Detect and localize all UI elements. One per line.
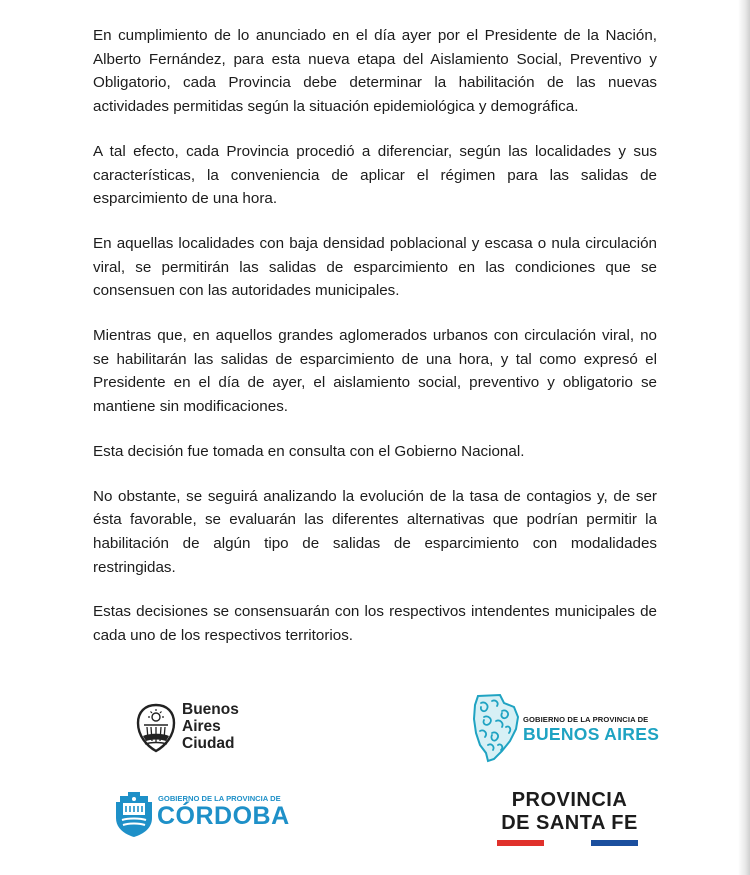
caba-shield-icon [135, 703, 177, 753]
cordoba-logo-title: CÓRDOBA [157, 802, 290, 830]
caba-logo-line1: Buenos [182, 701, 239, 718]
logo-provincia-santa-fe [497, 786, 642, 848]
pba-map-icon [472, 693, 520, 763]
document-body [93, 24, 657, 669]
caba-logo-line3: Ciudad [182, 735, 235, 752]
santafe-logo-line2: DE SANTA FE [501, 812, 638, 834]
page-edge-shadow [738, 0, 750, 875]
cordoba-logo-subtitle: GOBIERNO DE LA PROVINCIA DE [158, 794, 281, 803]
paragraph: Estas decisiones se consensuarán con los respectivos intendentes municipales de cada uno de los respectivos territorios. [93, 603, 657, 645]
paragraph: Mientras que, en aquellos grandes aglomerados urbanos con circulación viral, no se habilitarán las salidas de esparcimiento de una hora, y tal como expresó el Presidente en el día de ayer, el aislamiento social, preventivo y obligatorio se mantiene sin modificaciones. [93, 327, 657, 416]
santafe-flag-bar-white [544, 840, 591, 846]
paragraph: Esta decisión fue tomada en consulta con el Gobierno Nacional. [93, 442, 525, 460]
caba-logo-line2: Aires [182, 718, 221, 735]
santafe-logo-line1: PROVINCIA [511, 789, 628, 811]
paragraph: En aquellas localidades con baja densidad poblacional y escasa o nula circulación viral, se permitirán las salidas de esparcimiento en las condiciones que se consensuen con las autoridades municipales. [93, 234, 657, 300]
logo-provincia-buenos-aires [472, 693, 662, 763]
paragraph: No obstante, se seguirá analizando la evolución de la tasa de contagios y, de ser ésta favorable, se evaluarán las diferentes alternativas que podrían permitir la habilitación de algún tipo de salidas de esparcimiento con modalidades restringidas. [93, 487, 657, 576]
logo-provincia-cordoba [114, 790, 294, 840]
pba-logo-subtitle: GOBIERNO DE LA PROVINCIA DE [523, 715, 649, 724]
paragraph: En cumplimiento de lo anunciado en el día ayer por el Presidente de la Nación, Alberto Fernández, para esta nueva etapa del Aislamiento Social, Preventivo y Obligatorio, cada Provincia debe determinar la habilitación de las nuevas actividades permitidas según la situación epidemiológica y demográfica. [93, 27, 657, 116]
santafe-flag-bar-blue [591, 840, 638, 846]
santafe-flag-bar-red [497, 840, 544, 846]
cordoba-shield-icon [114, 790, 154, 838]
paragraph: A tal efecto, cada Provincia procedió a diferenciar, según las localidades y sus características, la conveniencia de aplicar el régimen para las salidas de esparcimiento de una hora. [93, 142, 657, 208]
pba-logo-title: BUENOS AIRES [523, 724, 660, 744]
logo-buenos-aires-ciudad [135, 700, 265, 758]
